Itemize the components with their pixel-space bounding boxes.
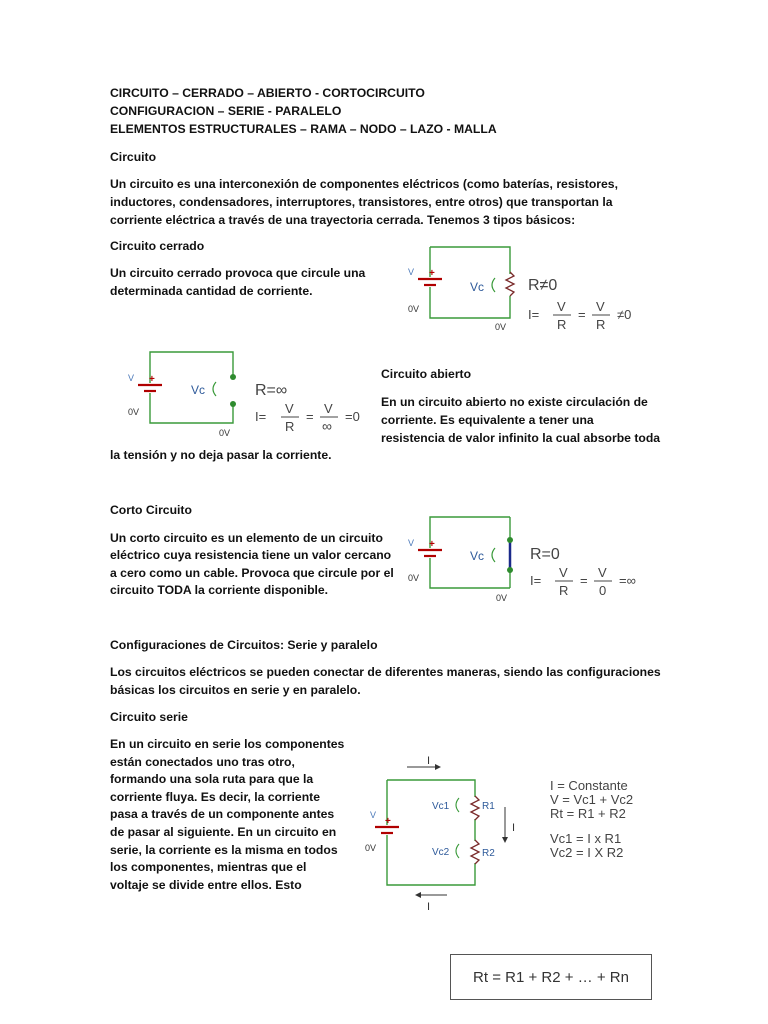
frac2-num: V xyxy=(596,299,605,314)
equals: = xyxy=(580,573,588,588)
header-line-3: ELEMENTOS ESTRUCTURALES – RAMA – NODO – LAZO - MALLA xyxy=(110,122,497,136)
label-plus: + xyxy=(149,374,155,385)
current-label-top: I xyxy=(427,755,431,767)
frac1-den: R xyxy=(559,583,569,598)
frac2-num: V xyxy=(324,401,333,416)
label-v: V xyxy=(370,810,377,820)
frac1-num: V xyxy=(557,299,566,314)
serie-body-5: pasa a través de un componente antes xyxy=(110,807,335,821)
serie-heading: Circuito serie xyxy=(110,710,188,724)
label-r2: R2 xyxy=(482,848,495,859)
frac2-num: V xyxy=(598,565,607,580)
eq-line-1: I = Constante xyxy=(550,778,628,793)
equals: = xyxy=(306,409,314,424)
serie-body-3: formando una sola ruta para que la xyxy=(110,772,314,786)
frac2-den: 0 xyxy=(599,583,607,598)
label-0v: 0V xyxy=(408,573,420,583)
circuit-wires xyxy=(387,780,475,885)
header-line-1: CIRCUITO – CERRADO – ABIERTO - CORTOCIRCUITO xyxy=(110,86,425,100)
label-vc: Vc xyxy=(470,280,485,294)
header-line-2: CONFIGURACION – SERIE - PARALELO xyxy=(110,104,342,118)
config-body-1: Los circuitos eléctricos se pueden conectar de diferentes maneras, siendo las configuraciones xyxy=(110,665,661,679)
eq-line-5: Vc2 = I X R2 xyxy=(550,845,624,860)
serie-body-8: los componentes, mientras que el xyxy=(110,860,307,874)
circuito-heading: Circuito xyxy=(110,150,157,164)
label-plus: + xyxy=(429,539,435,550)
serie-body-2: están conectados uno tras otro, xyxy=(110,755,295,769)
label-0v-bottom: 0V xyxy=(219,428,231,438)
serie-body-4: corriente fluya. Es decir, la corriente xyxy=(110,790,320,804)
label-0v-bottom: 0V xyxy=(495,322,507,332)
current-arrow-bottom xyxy=(415,892,447,898)
closed-circuit-figure xyxy=(398,240,648,340)
vc-bracket xyxy=(492,278,495,292)
total-resistance-formula: Rt = R1 + R2 + … + Rn xyxy=(450,954,652,1000)
frac2-den: ∞ xyxy=(322,418,332,434)
abierto-body-3: resistencia de valor infinito la cual absorbe toda xyxy=(381,431,661,445)
label-r1: R1 xyxy=(482,801,495,812)
label-vc1: Vc1 xyxy=(432,801,450,812)
frac1-num: V xyxy=(285,401,294,416)
r-value: R=0 xyxy=(530,546,560,563)
tail: =0 xyxy=(345,409,360,424)
frac1-num: V xyxy=(559,565,568,580)
frac2-den: R xyxy=(596,317,606,332)
corto-heading: Corto Circuito xyxy=(110,503,192,517)
label-plus: + xyxy=(429,268,435,279)
current-label-side: I xyxy=(512,822,516,834)
open-terminal-bottom xyxy=(230,401,236,407)
circuito-body-3: corriente eléctrica a través de una trayectoria cerrada. Tenemos 3 tipos básicos: xyxy=(110,213,576,227)
config-body-2: básicas los circuitos en serie y en paralelo. xyxy=(110,683,361,697)
equals: = xyxy=(578,307,586,322)
vc-bracket xyxy=(213,382,216,396)
label-v: V xyxy=(408,538,415,548)
label-v: V xyxy=(128,373,135,383)
circuito-body-1: Un circuito es una interconexión de componentes eléctricos (como baterías, resistores, xyxy=(110,177,618,191)
abierto-body-2: corriente. Es equivalente a tener una xyxy=(381,413,594,427)
resistor-r1 xyxy=(469,796,481,820)
series-circuit-figure xyxy=(355,745,660,915)
current-arrow-top xyxy=(407,764,441,770)
config-heading: Configuraciones de Circuitos: Serie y paralelo xyxy=(110,638,378,652)
current-label-bottom: I xyxy=(427,901,431,913)
i-equals: I= xyxy=(530,573,542,588)
frac1-den: R xyxy=(285,419,295,434)
serie-body-6: de pasar al siguiente. En un circuito en xyxy=(110,825,337,839)
label-0v: 0V xyxy=(128,407,140,417)
i-equals: I= xyxy=(255,409,267,424)
eq-line-2: V = Vc1 + Vc2 xyxy=(550,792,634,807)
r-value: R≠0 xyxy=(528,277,558,294)
vc-bracket xyxy=(492,548,495,562)
abierto-heading: Circuito abierto xyxy=(381,367,472,381)
current-arrow-side xyxy=(502,807,508,843)
eq-line-4: Vc1 = I x R1 xyxy=(550,831,622,846)
serie-body-1: En un circuito en serie los componentes xyxy=(110,737,345,751)
label-vc: Vc xyxy=(470,549,485,563)
open-circuit-figure xyxy=(118,345,376,445)
corto-body-4: circuito TODA la corriente disponible. xyxy=(110,583,329,597)
serie-body-9: voltaje se divide entre ellos. Esto xyxy=(110,878,302,892)
r-value: R=∞ xyxy=(255,382,288,399)
circuito-body-2: inductores, condensadores, interruptores, transistores, entre otros) que transportan la xyxy=(110,195,613,209)
cerrado-heading: Circuito cerrado xyxy=(110,239,205,253)
corto-body-2: eléctrico cuya resistencia tiene un valor cercano xyxy=(110,548,392,562)
cerrado-body-1: Un circuito cerrado provoca que circule una xyxy=(110,266,366,280)
abierto-body-4: la tensión y no deja pasar la corriente. xyxy=(110,448,332,462)
short-circuit-figure xyxy=(398,510,648,610)
label-vc2: Vc2 xyxy=(432,847,450,858)
i-equals: I= xyxy=(528,307,540,322)
label-plus: + xyxy=(385,816,391,827)
corto-body-3: a cero como un cable. Provoca que circule por el xyxy=(110,566,394,580)
corto-body-1: Un corto circuito es un elemento de un circuito xyxy=(110,531,383,545)
eq-line-3: Rt = R1 + R2 xyxy=(550,806,626,821)
abierto-body-1: En un circuito abierto no existe circulación de xyxy=(381,395,648,409)
label-0v: 0V xyxy=(365,843,377,853)
resistor-r2 xyxy=(469,840,481,864)
label-v: V xyxy=(408,267,415,277)
tail: ≠0 xyxy=(617,307,632,322)
serie-body-7: serie, la corriente es la misma en todos xyxy=(110,843,338,857)
frac1-den: R xyxy=(557,317,567,332)
resistor-symbol xyxy=(504,272,516,296)
tail: =∞ xyxy=(619,573,636,588)
label-vc: Vc xyxy=(191,383,206,397)
open-terminal-top xyxy=(230,374,236,380)
label-0v-bottom: 0V xyxy=(496,593,508,603)
cerrado-body-2: determinada cantidad de corriente. xyxy=(110,284,313,298)
label-0v: 0V xyxy=(408,304,420,314)
